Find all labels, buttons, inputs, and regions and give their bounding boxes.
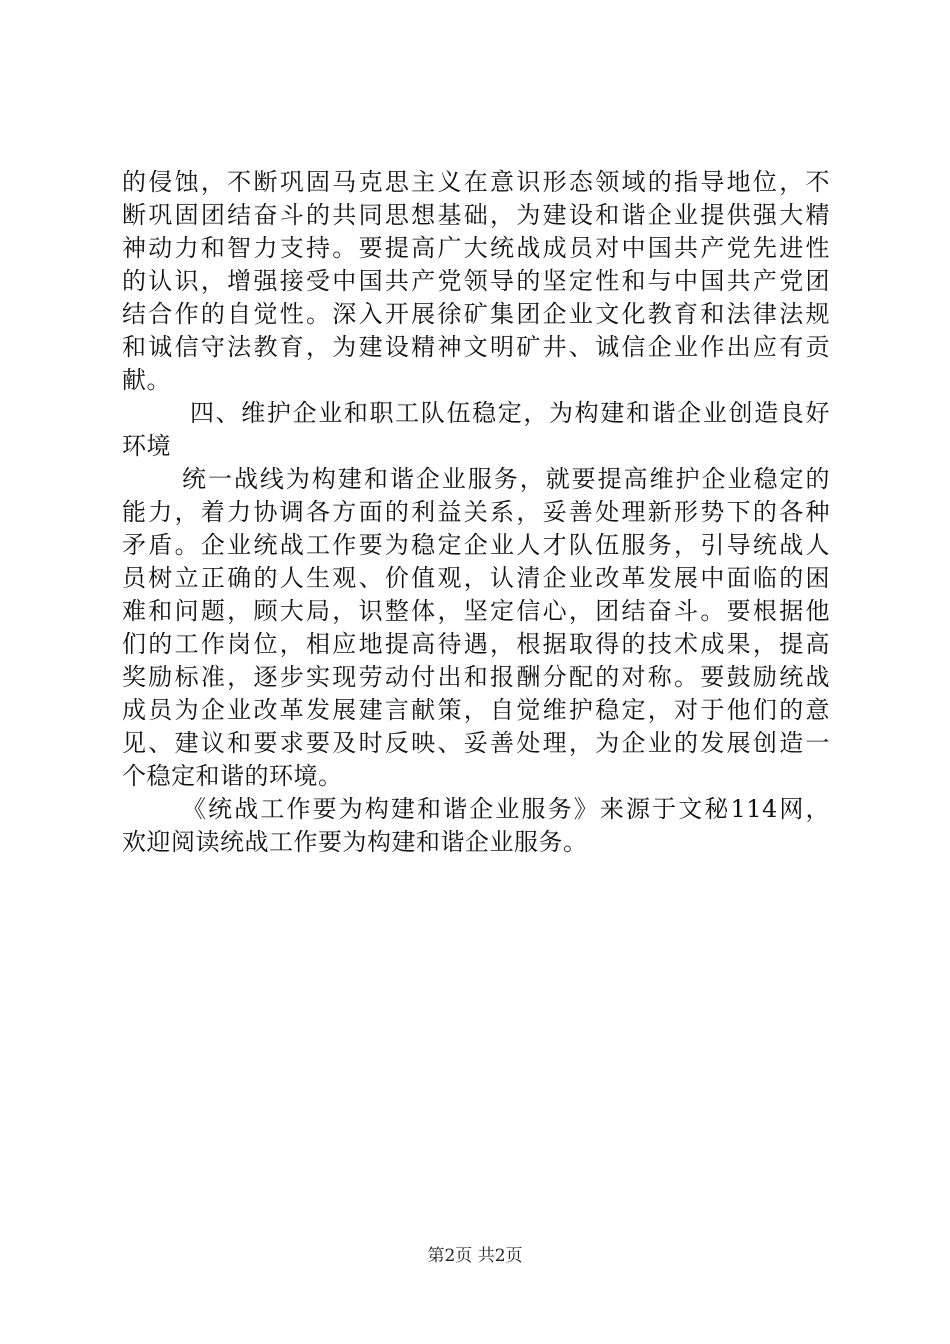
body-line: 成员为企业改革发展建言献策，自觉维护稳定，对于他们的意 (122, 696, 830, 724)
body-line: 难和问题，顾大局，识整体，坚定信心，团结奋斗。要根据他 (122, 597, 830, 625)
body-line: 见、建议和要求要及时反映、妥善处理，为企业的发展创造一 (122, 729, 830, 757)
body-line: 的认识，增强接受中国共产党领导的坚定性和与中国共产党团 (122, 267, 830, 295)
body-line: 奖励标准，逐步实现劳动付出和报酬分配的对称。要鼓励统战 (122, 663, 830, 691)
body-line: 献。 (122, 366, 171, 394)
body-line: 们的工作岗位，相应地提高待遇，根据取得的技术成果，提高 (122, 630, 830, 658)
body-line: 断巩固团结奋斗的共同思想基础，为建设和谐企业提供强大精 (122, 201, 830, 229)
body-line: 神动力和智力支持。要提高广大统战成员对中国共产党先进性 (122, 234, 830, 262)
body-line: 能力，着力协调各方面的利益关系，妥善处理新形势下的各种 (122, 498, 830, 526)
section-heading-continuation: 环境 (122, 432, 171, 460)
body-line: 统一战线为构建和谐企业服务，就要提高维护企业稳定的 (182, 465, 830, 493)
page-number-footer: 第2页 共2页 (427, 1246, 523, 1266)
body-line: 矛盾。企业统战工作要为稳定企业人才队伍服务，引导统战人 (122, 531, 830, 559)
document-body (122, 166, 830, 859)
body-line: 和诚信守法教育，为建设精神文明矿井、诚信企业作出应有贡 (122, 333, 830, 361)
section-heading: 四、维护企业和职工队伍稳定，为构建和谐企业创造良好 (190, 399, 830, 427)
source-note-continuation: 欢迎阅读统战工作要为构建和谐企业服务。 (122, 828, 588, 856)
body-line: 结合作的自觉性。深入开展徐矿集团企业文化教育和法律法规 (122, 300, 830, 328)
body-line: 员树立正确的人生观、价值观，认清企业改革发展中面临的困 (122, 564, 830, 592)
body-line: 个稳定和谐的环境。 (122, 762, 343, 790)
source-note: 《统战工作要为构建和谐企业服务》来源于文秘114网， (182, 795, 830, 823)
body-line: 的侵蚀，不断巩固马克思主义在意识形态领域的指导地位，不 (122, 168, 830, 196)
